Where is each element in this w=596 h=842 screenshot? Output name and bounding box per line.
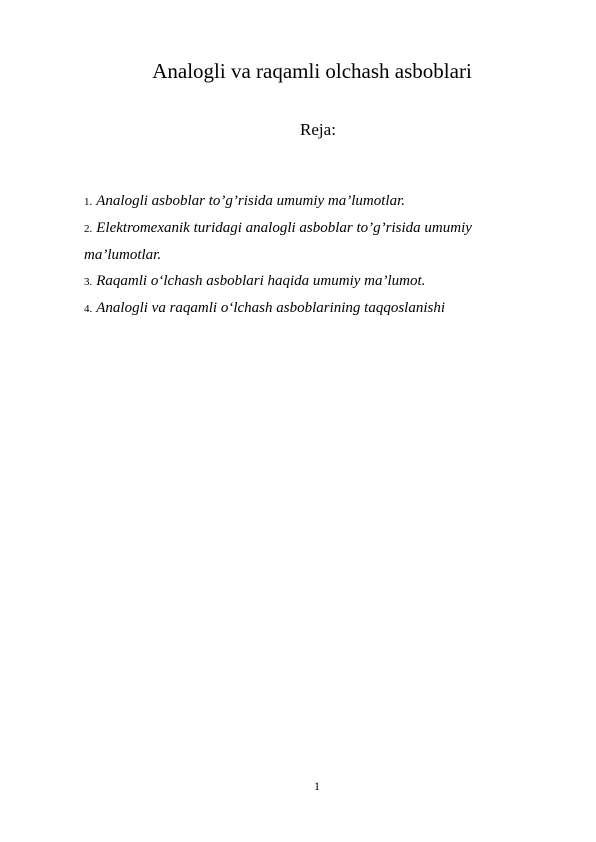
plan-item xyxy=(84,215,524,268)
plan-item-text: Analogli asboblar to’g’risida umumiy ma’lumotlar. xyxy=(96,193,406,209)
plan-list xyxy=(84,188,524,322)
plan-item-text: Analogli va raqamli o‘lchash asboblarining taqqoslanishi xyxy=(96,300,446,316)
plan-item-number: 2. xyxy=(84,223,93,235)
plan-item xyxy=(84,268,524,295)
plan-item-number: 3. xyxy=(84,276,93,288)
plan-heading: Reja: xyxy=(300,120,336,139)
plan-item-text: Raqamli o‘lchash asboblari haqida umumiy ma’lumot. xyxy=(96,273,426,289)
page-number: 1 xyxy=(314,779,320,793)
plan-item xyxy=(84,188,524,215)
plan-item-text: Elektromexanik turidagi analogli asboblar to’g’risida umumiy ma’lumotlar. xyxy=(84,220,472,263)
plan-item-number: 4. xyxy=(84,303,93,315)
document-title: Analogli va raqamli olchash asboblari xyxy=(152,59,472,83)
plan-item-number: 1. xyxy=(84,196,93,208)
plan-item xyxy=(84,295,524,322)
